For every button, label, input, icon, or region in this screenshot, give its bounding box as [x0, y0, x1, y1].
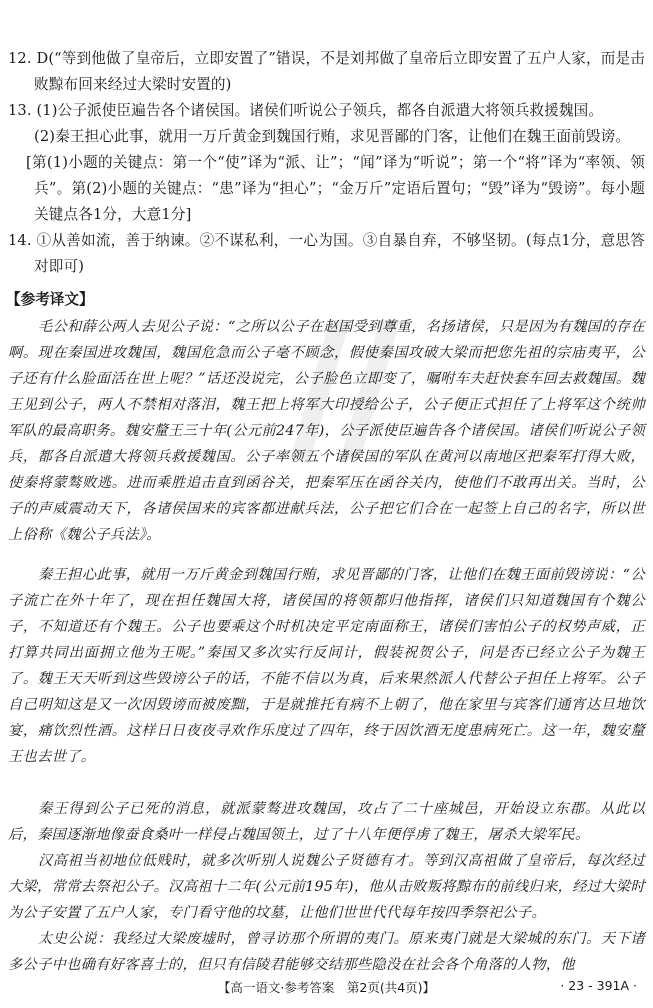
answer-q13-part1: 13. (1)公子派使臣遍告各个诸侯国。诸侯们听说公子领兵，都各自派遣大将领兵救援魏国。 [8, 102, 604, 119]
translation-paragraph-4: 汉高祖当初地位低贱时，就多次听别人说魏公子贤德有才。等到汉高祖做了皇帝后，每次经过大梁，常常去祭祀公子。汉高祖十二年(公元前195年)，他从击败叛将黥布的前线归来，经过大梁时为公子安置了五户人家，专门看守他的坟墓，让他们世世代代每年按四季祭祀公子。 [8, 853, 645, 921]
answer-q13 [8, 98, 645, 228]
translation-paragraph-2: 秦王担心此事，就用一万斤黄金到魏国行贿，求见晋鄙的门客，让他们在魏王面前毁谤说：“公子流亡在外十年了，现在担任魏国大将，诸侯国的将领都归他指挥，诸侯们只知道魏国有个魏公子，不知道还有个魏王。公子也要乘这个时机决定平定南面称王，诸侯们害怕公子的权势声威，正打算共同出面拥立他为王呢。”秦国又多次实行反间计，假装祝贺公子，问是否已经立公子为魏王了。魏王天天听到这些毁谤公子的话，不能不信以为真，后来果然派人代替公子担任上将军。公子自己明知这是又一次因毁谤而被废黜，于是就推托有病不上朝了，他在家里与宾客们通宵达旦地饮宴，痛饮烈性酒。这样日日夜夜寻欢作乐度过了四年，终于因饮酒无度患病死亡。这一年，魏安釐王也去世了。 [8, 567, 645, 765]
reference-translation-heading: 【参考译文】 [6, 291, 94, 308]
footer-code: · 23 - 391A · [560, 978, 637, 993]
answer-q14 [8, 228, 645, 280]
answer-q13-scoring-note: [第(1)小题的关键点：第一个“使”译为“派、让”；“闻”译为“听说”；第一个“将”译为“率领、领兵”。第(2)小题的关键点：“患”译为“担心”；“金万斤”定语后置句；“毁”译为“毁谤”。每小题关键点各1分，大意1分] [26, 154, 645, 223]
translation-paragraph-5: 太史公说：我经过大梁废墟时，曾寻访那个所谓的夷门。原来夷门就是大梁城的东门。天下诸多公子中也确有好客喜士的，但只有信陵君能够交结那些隐没在社会各个角落的人物，他 [8, 931, 645, 973]
translation-paragraph-3: 秦王得到公子已死的消息，就派蒙骜进攻魏国，攻占了二十座城邑，开始设立东郡。从此以后，秦国逐渐地像蚕食桑叶一样侵占魏国领土，过了十八年便俘虏了魏王，屠杀大梁军民。 [8, 801, 645, 843]
footer-title: 【高一语文·参考答案 第2页(共4页)】 [217, 980, 436, 995]
answer-q14-text: 14. ①从善如流，善于纳谏。②不谋私利，一心为国。③自暴自弃，不够坚韧。(每点1分，意思答对即可) [8, 232, 645, 275]
page-footer [0, 978, 653, 998]
answer-q13-part2: (2)秦王担心此事，就用一万斤黄金到魏国行贿，求见晋鄙的门客，让他们在魏王面前毁谤。 [34, 128, 631, 145]
answer-q12 [8, 46, 645, 98]
answer-q12-text: 12. D(“等到他做了皇帝后，立即安置了”错误，不是刘邦做了皇帝后立即安置了五户人家，而是击败黥布回来经过大梁时安置的) [8, 50, 645, 93]
translation-paragraph-1: 毛公和薛公两人去见公子说：“之所以公子在赵国受到尊重，名扬诸侯，只是因为有魏国的存在啊。现在秦国进攻魏国，魏国危急而公子毫不顾念，假使秦国攻破大梁而把您先祖的宗庙夷平，公子还有什么脸面活在世上呢？”话还没说完，公子脸色立即变了，嘱咐车夫赶快套车回去救魏国。魏王见到公子，两人不禁相对落泪，魏王把上将军大印授给公子，公子便正式担任了上将军这个统帅军队的最高职务。魏安釐王三十年(公元前247年)，公子派使臣遍告各个诸侯国。诸侯们听说公子领兵，都各自派遣大将领兵救援魏国。公子率领五个诸侯国的军队在黄河以南地区把秦军打得大败，使秦将蒙骜败逃。进而乘胜追击直到函谷关，把秦军压在函谷关内，使他们不敢再出关。当时，公子的声威震动天下，各诸侯国来的宾客都进献兵法，公子把它们合在一起签上自己的名字，所以世上俗称《魏公子兵法》。 [8, 319, 645, 543]
